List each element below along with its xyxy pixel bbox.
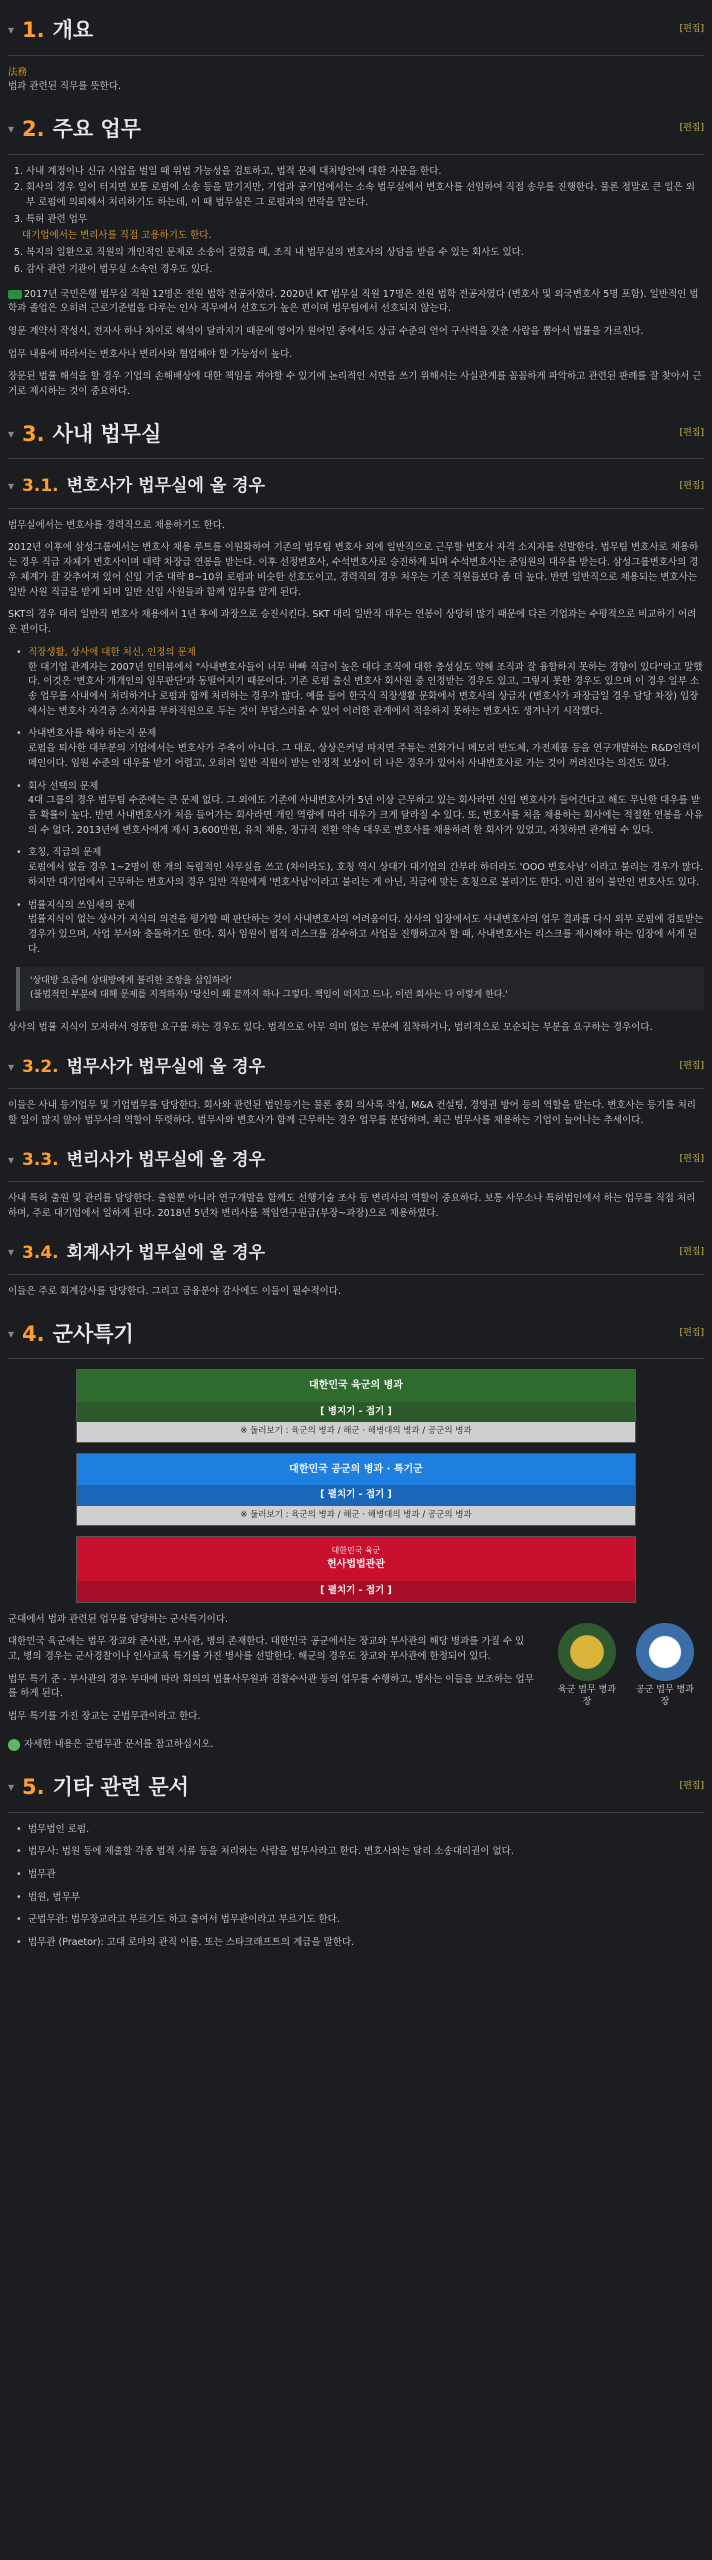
overview-text: 법과 관련된 직무를 뜻한다. xyxy=(8,81,122,93)
edit-link[interactable]: [편집] xyxy=(679,428,704,439)
hanja-link[interactable]: 法務 xyxy=(8,66,28,78)
collapse-chevron-icon[interactable]: ▾ xyxy=(8,479,15,494)
bullet-title: • 법률지식의 쓰임새의 문제 xyxy=(28,899,135,911)
paragraph: 장문된 법률 해석을 할 경우 기업의 손해배상에 대한 책임을 져야할 수 있기에 논리적인 서면을 쓰기 위해서는 사실관계를 꼼꼼하게 파악하고 관련된 판례를 잘 찾아서 근거로 제시하는 것이 중요하다. xyxy=(8,371,702,398)
army-branch-navbox xyxy=(76,1369,636,1442)
list-item xyxy=(16,727,704,771)
flag-icon xyxy=(8,290,22,299)
section-title: 기타 관련 문서 xyxy=(52,1775,189,1800)
edit-link[interactable]: [편집] xyxy=(679,123,704,134)
section-number: 5. xyxy=(22,1775,45,1800)
list-item: 3. 특허 관련 업무 xyxy=(26,213,704,228)
section-heading-main-tasks[interactable] xyxy=(8,109,704,155)
navbox-title: 대한민국 육군의 병과 xyxy=(77,1370,635,1402)
edit-link[interactable]: [편집] xyxy=(679,1154,704,1165)
collapse-chevron-icon[interactable]: ▾ xyxy=(8,1059,15,1074)
edit-link[interactable]: [편집] xyxy=(679,1327,704,1338)
collapse-chevron-icon[interactable]: ▾ xyxy=(8,1779,15,1794)
airforce-law-emblem-icon xyxy=(636,1623,694,1681)
military-police-navbox xyxy=(76,1536,636,1603)
list-item[interactable]: 대기업에서는 변리사를 직접 고용하기도 한다. xyxy=(22,230,212,242)
navbox-title: 대한민국 공군의 병과 · 특기군 xyxy=(77,1454,635,1486)
paragraph: 2012년 이후에 삼성그룹에서는 변호사 채용 루트를 이원화하여 기존의 법무팀 변호사 외에 일반직으로 근무할 변호사 자격 소지자를 선발한다. 법무팀 변호사로 채용하는 경우 직급 자체가 변호사이며 대략 차장급 연봉을 받는다. 이후 선정변호사, 수석변호사로 승진하게 되며 수석변호사는 준임원의 대우를 받는다. 삼성그룹변호사의 경우 체계가 잘 갖추어져 있어 신입 기준 대략 8~10위 로펌과 비슷한 선호도이고, 경력직의 경우 처우는 기존 직원들보다 좀 더 높다. 반면 일반직으로 채용되는 변호사는 일반 사원 직급을 받게 되며 일반 신입 사원들과 함께 업무를 맡게 된다. xyxy=(8,542,699,598)
airforce-law-emblem: 공군 법무 병과장 xyxy=(634,1623,696,1708)
collapse-chevron-icon[interactable]: ▾ xyxy=(8,1152,15,1167)
see-also-note: 자세한 내용은 군법무관 문서를 참고하십시오. xyxy=(8,1738,704,1753)
related-doc-item[interactable]: • 법무관 (Praetor): 고대 로마의 관직 이름. 또는 스타크래프트의 계급을 말한다. xyxy=(16,1936,704,1951)
section-number: 1. xyxy=(22,18,45,42)
section-title: 회계사가 법무실에 올 경우 xyxy=(66,1242,266,1263)
section-number: 3.4. xyxy=(22,1242,59,1263)
related-doc-item[interactable]: • 법무사: 법원 등에 제출할 각종 법적 서류 등을 처리하는 사람을 법무사라고 한다. 변호사와는 달리 소송대리권이 없다. xyxy=(16,1845,704,1860)
bullet-text: 로펌에서 없을 경우 1~2명이 한 개의 독립적인 사무실을 쓰고 (차이라도), 호칭 역시 상대가 대기업의 간부라 하더라도 'OOO 변호사님' 이라고 불리는 경우가 많다. 하지만 대기업에서 근무하는 변호사의 경우 일반 직원에게 '변호사님'이라고 불리는 게 아닌, 직급에 맞는 호칭으로 불리기도 한다. 이런 점이 불만인 변호사도 있다. xyxy=(28,862,704,888)
subsection-heading-judicial-scrivener[interactable] xyxy=(8,1050,704,1089)
collapse-chevron-icon[interactable]: ▾ xyxy=(8,1326,15,1341)
collapse-chevron-icon[interactable]: ▾ xyxy=(8,22,15,37)
section-title: 개요 xyxy=(52,18,94,42)
blockquote xyxy=(16,967,704,1011)
section-title: 변호사가 법무실에 올 경우 xyxy=(66,476,266,497)
subsection-heading-lawyer[interactable] xyxy=(8,469,704,508)
info-icon xyxy=(8,1739,20,1751)
list-item: 5. 복지의 일환으로 직원의 개인적인 문제로 소송이 걸렸을 때, 조직 내 법무실의 변호사의 상담을 받을 수 있는 회사도 있다. xyxy=(26,246,704,261)
navbox-toggle[interactable]: [ 펼치기 - 접기 ] xyxy=(77,1485,635,1506)
bullet-text: 4대 그룹의 경우 법무팀 수준에는 큰 문제 없다. 그 외에도 기존에 사내변호사가 5년 이상 근무하고 있는 회사라면 신입 변호사가 들어간다고 해도 무난한 대우를 받을 확률이 높다. 반면 사내변호사가 처음 들어가는 회사라면 개인 역량에 따라 대우가 크게 달라질 수 있다. 또, 변호사를 처음 채용하는 회사에는 적절한 연봉을 사유의 수 없다. 2013년에 변호사에게 제시 3,600만원, 유치 채용, 정규직 전환 약속 대우로 변호사를 채용하려 한 회사가 있었고, 자칫하면 관계될 수 있다. xyxy=(28,795,704,836)
list-item xyxy=(16,646,704,720)
section-number: 3.3. xyxy=(22,1149,59,1170)
edit-link[interactable]: [편집] xyxy=(679,1061,704,1072)
section-title: 변리사가 법무실에 올 경우 xyxy=(66,1149,266,1170)
collapse-chevron-icon[interactable]: ▾ xyxy=(8,121,15,136)
airforce-branch-navbox xyxy=(76,1453,636,1526)
quote-line: '상대방 요즘에 상대방에게 불리한 조항을 삽입하라' xyxy=(30,976,232,987)
subsection-heading-accountant[interactable] xyxy=(8,1236,704,1275)
section-number: 2. xyxy=(22,116,45,141)
navbox-toggle[interactable]: [ 펼치기 - 접기 ] xyxy=(77,1581,635,1602)
edit-link[interactable]: [편집] xyxy=(679,1246,704,1257)
section-number: 3. xyxy=(22,421,45,446)
paragraph: 이들은 주로 회계감사를 담당한다. 그리고 금융분야 감사에도 이들이 필수적이다. xyxy=(8,1285,342,1297)
bullet-text: 법률지식이 없는 상사가 지식의 의견을 평가할 때 판단하는 것이 사내변호사의 어려움이다. 상사의 입장에서도 사내변호사의 업무 결과를 다시 외부 로펌에 검토받는 경우가 있으며, 사업 부서와 충돌하기도 한다. 회사 임원이 법적 리스크를 감수하고 사업을 진행하고자 할 때, 사내변호사는 리스크를 제시해야 하는 입장에 서게 된다. xyxy=(28,914,704,955)
list-item: 1. 사내 계정이나 신규 사업을 벌일 때 위법 가능성을 검토하고, 법적 문제 대처방안에 대한 자문을 한다. xyxy=(26,165,704,180)
list-item xyxy=(16,846,704,890)
army-law-emblem: 육군 법무 병과장 xyxy=(556,1623,618,1708)
list-item xyxy=(16,899,704,958)
paragraph: 영문 계약서 작성시, 전자사 하나 차이로 해석이 달라지기 때문에 영어가 원어민 중에서도 상급 수준의 언어 구사력을 갖춘 사람을 뽑아서 법률을 가르친다. xyxy=(8,326,644,337)
paragraph: 사내 특허 출원 및 관리를 담당한다. 출원뿐 아니라 연구개발을 함께도 선행기술 조사 등 변리사의 역할이 중요하다. 보통 사무소나 특허법인에서 하는 업무를 직접 처리하며, 주로 대기업에서 일하게 된다. 2018년 5년차 변리사를 책임연구원급(부장~과장)으로 채용하였다. xyxy=(8,1193,696,1219)
section-title: 법무사가 법무실에 올 경우 xyxy=(66,1057,266,1078)
bullet-title: • 호칭, 직급의 문제 xyxy=(28,847,102,859)
army-law-emblem-icon xyxy=(558,1623,616,1681)
navbox-links[interactable]: ※ 둘러보기 : 육군의 병과 / 해군 · 해병대의 병과 / 공군의 병과 xyxy=(77,1506,635,1525)
bullet-title: • 사내변호사를 해야 하는지 문제 xyxy=(28,728,157,740)
edit-link[interactable]: [편집] xyxy=(679,480,704,491)
paragraph: 2017년 국민은행 법무실 직원 12명은 전원 법학 전공자였다. 2020년 KT 법무실 직원 17명은 전원 법학 전공자였다 (변호사 및 외국변호사 5명 포함). 일반적인 법학과 졸업은 오히려 근로기준법을 다루는 인사 직무에서 선호도가 높은 편이며 법무팀에서 선호되지 않는다. xyxy=(8,288,699,315)
issues-list xyxy=(16,646,704,958)
collapse-chevron-icon[interactable]: ▾ xyxy=(8,1245,15,1260)
related-doc-item[interactable]: • 법무관 xyxy=(16,1868,704,1883)
paragraph: 법무실에서는 변호사를 경력직으로 채용하기도 한다. xyxy=(8,519,225,531)
paragraph: 군대에서 법과 관련된 업무를 담당하는 군사특기이다. xyxy=(8,1613,229,1625)
section-number: 4. xyxy=(22,1321,45,1346)
bullet-text: 한 대기업 관계자는 2007년 인터뷰에서 "사내변호사들이 너무 바빠 직급이 높은 대다 조직에 대한 충성심도 약해 조직과 잘 융합하지 못하는 경향이 있다"라고 말했다. 이것은 '변호사 개개인의 임무판단'과 동떨어지기 때문이다. 기존 로펌 출신 변호사 회사원 중 인정받는 경우도 있고, 그렇지 못한 경우도 있으며 이 경우 일부 소송 업무를 사내에서 처리하거나 로펌과 함께 처리하는 경우가 많다. 예를 들어 한국식 직장생활 문화에서 변호사의 상급자 (변호사가 과장급일 경우 담당 차장) 입장에서는 변호사 자격증 소지자를 부하직원으로 두는 것이 부담스러울 수 있어 이러한 관계에서 적응하지 못하는 변호사도 생겨나기 시작했다. xyxy=(28,661,703,717)
subsection-heading-patent-attorney[interactable] xyxy=(8,1143,704,1182)
section-heading-inhouse[interactable] xyxy=(8,414,704,460)
edit-link[interactable]: [편집] xyxy=(679,1781,704,1792)
collapse-chevron-icon[interactable]: ▾ xyxy=(8,426,15,441)
paragraph: 대한민국 육군에는 법무 장교와 준사관, 부사관, 병의 존재한다. 대한민국 공군에서는 장교와 부사관의 해당 병과를 가질 수 있고, 병의 경우는 군사경찰이나 인사교육 특기를 가진 병사를 선발한다. 해군의 경우도 장교와 부사관에 한정되어 있다. xyxy=(8,1636,525,1663)
section-heading-related[interactable] xyxy=(8,1767,704,1813)
tasks-list xyxy=(22,165,704,278)
list-item xyxy=(16,780,704,839)
paragraph: 업무 내용에 따라서는 변호사나 변리사와 협업해야 할 가능성이 높다. xyxy=(8,348,293,360)
bullet-text: 로펌을 퇴사한 대부분의 기업에서는 변호사가 주축이 아니다. 그 대로, 상상은커녕 따지면 주튜는 전화가니 메모리 반도체, 가전제품 등을 연구개발하는 R&D인력이 메인이다. 임원 수준의 대우를 받기 어렵고, 오히려 일반 직원이 받는 안정적 보상이 더 나은 경우가 있어서 사내변호사로 가는 것이 꺼려진다는 의견도 있다. xyxy=(28,743,701,769)
navbox-toggle[interactable]: [ 병지기 - 접기 ] xyxy=(77,1402,635,1423)
section-heading-overview[interactable] xyxy=(8,10,704,56)
section-number: 3.1. xyxy=(22,476,59,497)
section-title: 주요 업무 xyxy=(52,116,142,141)
bullet-title: • 회사 선택의 문제 xyxy=(28,780,99,792)
navbox-title: 대한민국 육군 헌사법법관관 xyxy=(77,1537,635,1581)
navbox-links[interactable]: ※ 둘러보기 : 육군의 병과 / 해군 · 해병대의 병과 / 공군의 병과 xyxy=(77,1422,635,1441)
section-number: 3.2. xyxy=(22,1057,59,1078)
paragraph: 이들은 사내 등기업무 및 기업법무를 담당한다. 회사와 관련된 법인등기는 물론 종회 의사록 작성, M&A 컨설팅, 경영권 방어 등의 역할을 맡는다. 변호사는 등기를 처리할 일이 많지 않아 법무사의 역할이 뚜렷하다. 법무사와 변호사가 함께 근무하는 경우 업무를 분담하며, 최근 법무사를 채용하는 기업이 늘어나는 추세이다. xyxy=(8,1100,696,1127)
edit-link[interactable]: [편집] xyxy=(679,24,704,35)
related-doc-item[interactable]: • 군법무관: 법무장교라고 부르기도 하고 출여서 법무관이라고 부르기도 한다. xyxy=(16,1913,704,1928)
paragraph: 법무 특기 준 - 부사관의 경우 부대에 따라 회의의 법률사무원과 검찰수사관 등의 업무를 수행하고, 병사는 이들을 보조하는 업무를 하게 된다. xyxy=(8,1673,534,1700)
related-docs-list xyxy=(16,1823,704,1951)
paragraph: SKT의 경우 대리 일반직 변호사 채용에서 1년 후에 과장으로 승진시킨다. SKT 대리 일반직 대우는 연봉이 상당히 많기 때문에 다른 기업과는 수평적으로 비교하기 어려운 편이다. xyxy=(8,609,697,636)
section-title: 군사특기 xyxy=(52,1321,134,1346)
section-heading-military[interactable] xyxy=(8,1314,704,1360)
section-title: 사내 법무실 xyxy=(52,421,162,446)
bullet-title: • 직장생활, 상사에 대한 처신, 인정의 문제 xyxy=(28,646,196,658)
related-doc-item[interactable]: • 법무법인 로펌. xyxy=(16,1823,704,1838)
related-doc-item[interactable]: • 법원, 법무부 xyxy=(16,1891,704,1906)
list-item: 6. 감사 관련 기관이 법무실 소속인 경우도 있다. xyxy=(26,263,704,278)
paragraph: 상사의 법률 지식이 모자라서 엉뚱한 요구를 하는 경우도 있다. 법적으로 아무 의미 없는 부분에 집착하거나, 법리적으로 모순되는 부분을 요구하는 경우이다. xyxy=(8,1022,653,1034)
list-item: 2. 회사의 경우 일이 터지면 보통 로펌에 소송 등을 맡기지만, 기업과 공기업에서는 소속 법무실에서 변호사를 선임하여 직접 송무를 진행한다. 물론 정말로 큰 일은 외부 로펌에 의뢰해서 처리하기도 하는데, 이 때 법무실은 그 로펌과의 연락을 맡는다. xyxy=(26,181,704,210)
quote-line: (불법적인 부분에 대해 문제를 지적하자) '당신이 왜 끝까지 하나 그렇다. 책임이 떠지고 드나, 이런 회사는 다 이렇게 한다.' xyxy=(30,990,508,1001)
paragraph: 법무 특기를 가진 장교는 군법무관이라고 한다. xyxy=(8,1711,201,1723)
overview-body xyxy=(8,66,704,95)
